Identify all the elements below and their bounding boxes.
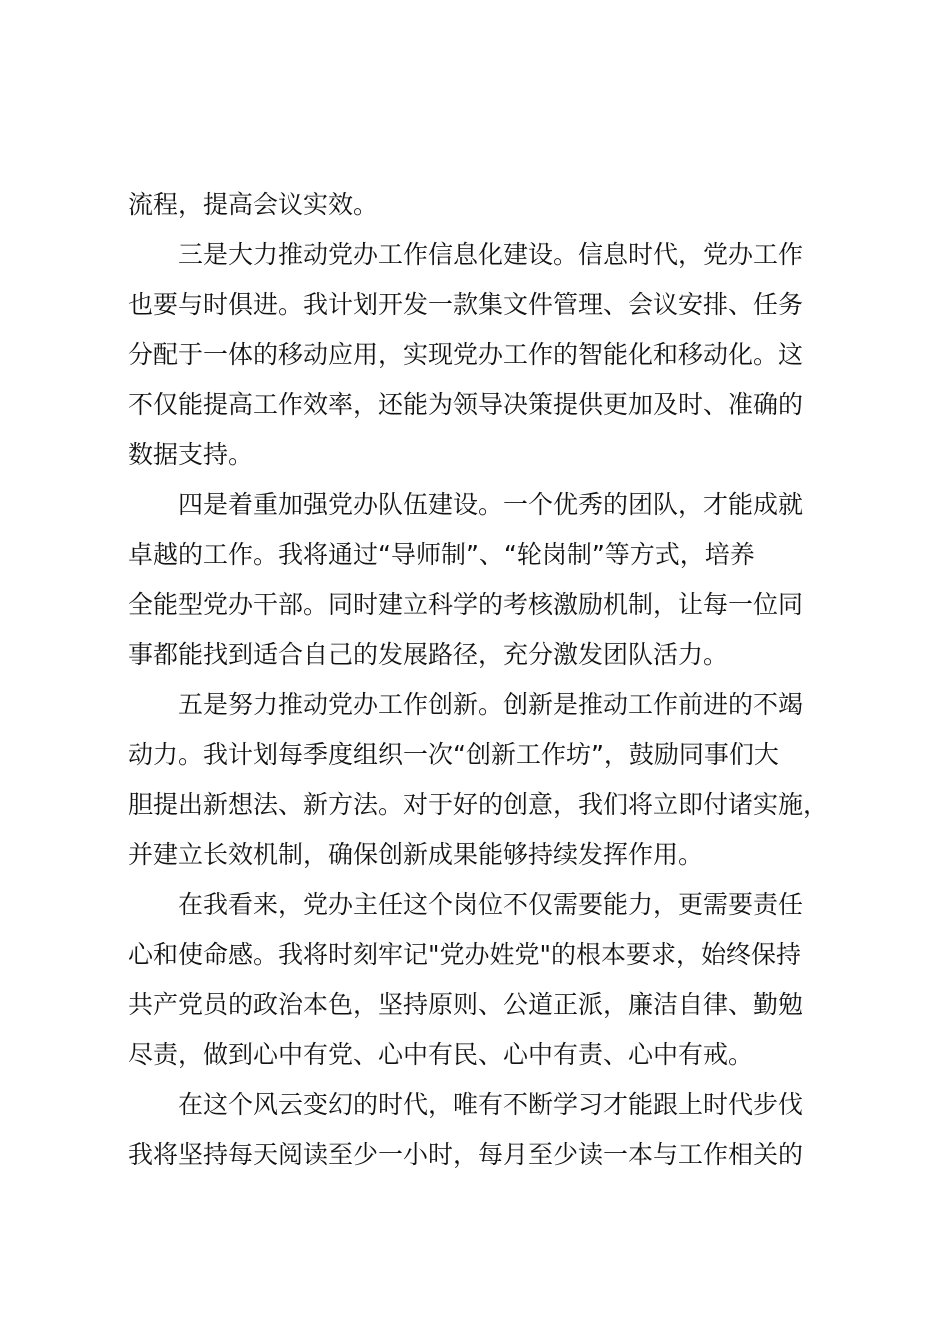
text-line: 分配于一体的移动应用，实现党办工作的智能化和移动化。这 (128, 340, 804, 369)
text-line: 心和使命感。我将时刻牢记"党办姓党"的根本要求，始终保持 (128, 940, 802, 969)
text-line: 全能型党办干部。同时建立科学的考核激励机制，让每一位同 (128, 590, 804, 619)
text-line: 尽责，做到心中有党、心中有民、心中有责、心中有戒。 (128, 1040, 754, 1069)
paragraph-first-line: 四是着重加强党办队伍建设。一个优秀的团队，才能成就 (178, 490, 804, 519)
text-line: 事都能找到适合自己的发展路径，充分激发团队活力。 (128, 640, 729, 669)
text-line: 共产党员的政治本色，坚持原则、公道正派，廉洁自律、勤勉 (128, 990, 804, 1019)
text-line: 也要与时俱进。我计划开发一款集文件管理、会议安排、任务 (128, 290, 804, 319)
text-line: 流程，提高会议实效。 (128, 190, 379, 219)
text-line: 数据支持。 (128, 440, 254, 469)
text-line: 不仅能提高工作效率，还能为领导决策提供更加及时、准确的 (128, 390, 804, 419)
paragraph-first-line: 在这个风云变幻的时代，唯有不断学习才能跟上时代步伐 (178, 1090, 804, 1119)
paragraph-first-line: 在我看来，党办主任这个岗位不仅需要能力，更需要责任 (178, 890, 804, 919)
paragraph-first-line: 三是大力推动党办工作信息化建设。信息时代，党办工作 (178, 240, 804, 269)
text-line: 我将坚持每天阅读至少一小时，每月至少读一本与工作相关的 (128, 1140, 804, 1169)
text-line: 动力。我计划每季度组织一次“创新工作坊”，鼓励同事们大 (128, 740, 779, 769)
paragraph-first-line: 五是努力推动党办工作创新。创新是推动工作前进的不竭 (178, 690, 804, 719)
text-line: 胆提出新想法、新方法。对于好的创意，我们将立即付诸实施， (128, 790, 829, 819)
text-line: 卓越的工作。我将通过“导师制”、“轮岗制”等方式，培养 (128, 540, 755, 569)
text-line: 并建立长效机制，确保创新成果能够持续发挥作用。 (128, 840, 704, 869)
